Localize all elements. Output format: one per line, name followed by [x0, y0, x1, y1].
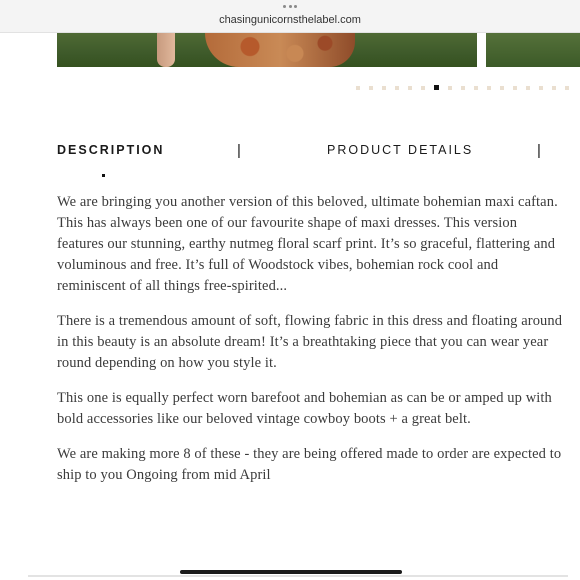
carousel-dot[interactable]: [448, 86, 452, 90]
image-foot: [157, 33, 175, 67]
home-indicator[interactable]: [180, 570, 402, 574]
product-tabs: [57, 143, 547, 163]
carousel-dot[interactable]: [539, 86, 543, 90]
carousel-dot[interactable]: [408, 86, 412, 90]
url-text[interactable]: chasingunicornsthelabel.com: [219, 14, 361, 26]
product-image-next[interactable]: [486, 33, 580, 67]
description-paragraph: There is a tremendous amount of soft, flowing fabric in this dress and floating around in this beauty is an absolute dream! It’s a breathtaking piece that you can wear year round depending on how you style it.: [57, 313, 563, 371]
carousel-dot[interactable]: [356, 86, 360, 90]
tab-separator: |: [537, 142, 541, 159]
carousel-dot[interactable]: [513, 86, 517, 90]
carousel-dot[interactable]: [461, 86, 465, 90]
description-content: [57, 192, 567, 500]
description-paragraph: We are bringing you another version of this beloved, ultimate bohemian maxi caftan. This has always been one of our favourite shape of maxi dresses. This version features our stunning, earthy nutmeg floral scarf print. It’s so graceful, flattering and voluminous and free. It’s full of Woodstock vibes, bohemian rock cool and reminiscent of all things free-spirited...: [57, 194, 558, 294]
carousel-dot[interactable]: [487, 86, 491, 90]
product-image-main[interactable]: [57, 33, 477, 67]
carousel-indicators[interactable]: [356, 85, 569, 90]
carousel-dot[interactable]: [434, 85, 439, 90]
tab-description[interactable]: DESCRIPTION: [57, 143, 165, 157]
browser-address-bar[interactable]: [0, 0, 580, 33]
more-options-icon[interactable]: [283, 5, 297, 9]
carousel-dot[interactable]: [369, 86, 373, 90]
carousel-dot[interactable]: [421, 86, 425, 90]
horizontal-scrollbar[interactable]: [28, 575, 568, 577]
carousel-dot[interactable]: [526, 86, 530, 90]
carousel-dot[interactable]: [552, 86, 556, 90]
tab-product-details[interactable]: PRODUCT DETAILS: [327, 143, 474, 157]
carousel-dot[interactable]: [382, 86, 386, 90]
tab-separator: |: [237, 142, 241, 159]
active-tab-indicator: [102, 174, 105, 177]
carousel-dot[interactable]: [500, 86, 504, 90]
carousel-dot[interactable]: [565, 86, 569, 90]
description-paragraph: This one is equally perfect worn barefoot and bohemian as can be or amped up with bold accessories like our beloved vintage cowboy boots + a great belt.: [57, 390, 552, 427]
description-paragraph: We are making more 8 of these - they are being offered made to order are expected to ship to you Ongoing from mid April: [57, 446, 562, 483]
carousel-dot[interactable]: [474, 86, 478, 90]
image-dress: [205, 33, 355, 67]
carousel-dot[interactable]: [395, 86, 399, 90]
